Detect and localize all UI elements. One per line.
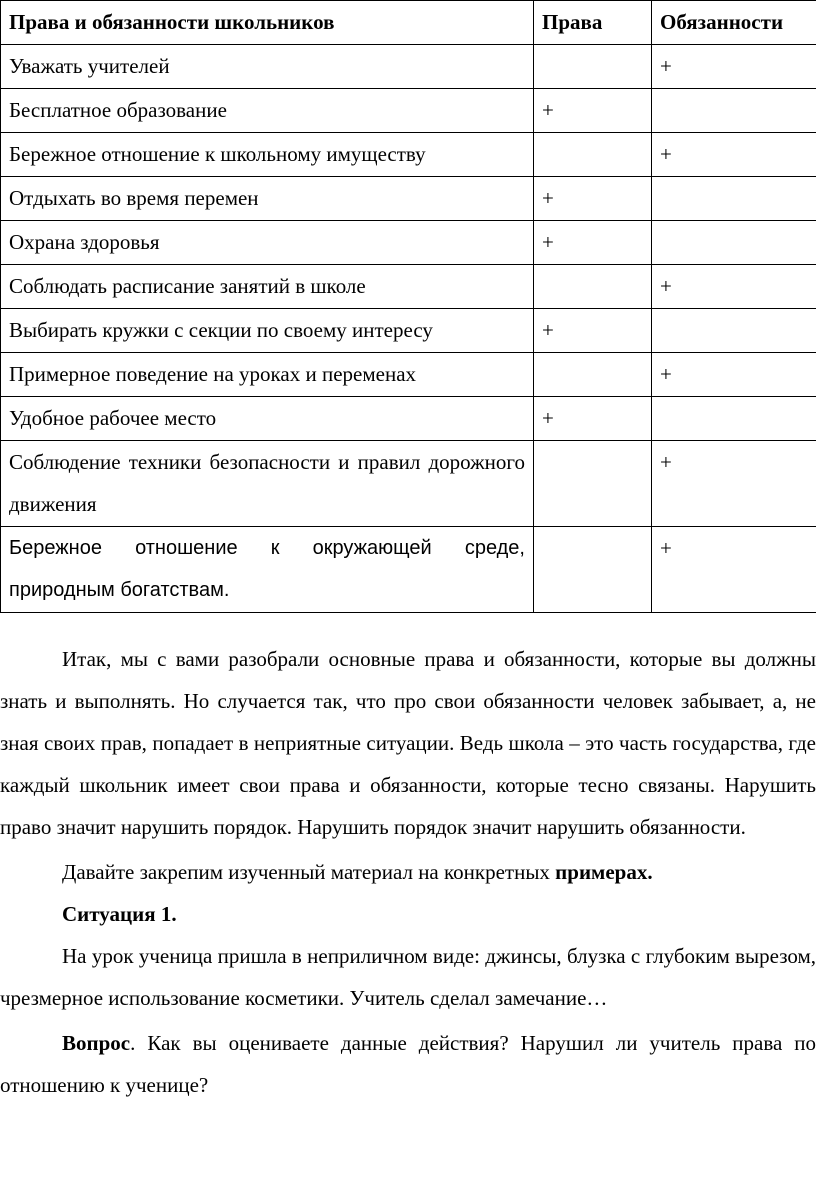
table-row [1, 397, 816, 441]
duties-mark: + [652, 265, 816, 309]
rights-mark: + [534, 177, 652, 221]
practice-bold: примерах. [555, 860, 653, 884]
row-label: Удобное рабочее место [1, 397, 534, 441]
rights-mark: + [534, 309, 652, 353]
duties-mark: + [652, 353, 816, 397]
header-duties: Обязанности [652, 1, 816, 45]
duties-mark [652, 221, 816, 265]
row-label: Охрана здоровья [1, 221, 534, 265]
table-row [1, 221, 816, 265]
duties-mark: + [652, 527, 816, 613]
row-label: Уважать учителей [1, 45, 534, 89]
question-paragraph [0, 1022, 816, 1106]
table-row [1, 89, 816, 133]
duties-mark [652, 89, 816, 133]
row-label: Отдыхать во время перемен [1, 177, 534, 221]
rights-mark [534, 45, 652, 89]
row-label: Бесплатное образование [1, 89, 534, 133]
table-row [1, 133, 816, 177]
duties-mark [652, 397, 816, 441]
row-label: Бережное отношение к окружающей среде, природным богатствам. [1, 527, 534, 613]
duties-mark: + [652, 133, 816, 177]
table-header-row [1, 1, 816, 45]
row-label: Соблюдать расписание занятий в школе [1, 265, 534, 309]
header-rights-and-duties: Права и обязанности школьников [1, 1, 534, 45]
situation-heading: Ситуация 1. [62, 902, 177, 926]
rights-mark [534, 133, 652, 177]
practice-paragraph [0, 851, 816, 893]
duties-mark: + [652, 45, 816, 89]
rights-mark [534, 527, 652, 613]
situation-paragraph: На урок ученица пришла в неприличном виде: джинсы, блузка с глубоким вырезом, чрезмерное использование косметики. Учитель сделал замечание… [0, 944, 816, 1010]
rights-mark [534, 353, 652, 397]
duties-mark [652, 309, 816, 353]
summary-paragraph: Итак, мы с вами разобрали основные права и обязанности, которые вы должны знать и выполнять. Но случается так, что про свои обязанности человек забывает, а, не зная своих прав, попадает в неприятные ситуации. Ведь школа – это часть государства, где каждый школьник имеет свои права и обязанности, которые тесно связаны. Нарушить право значит нарушить порядок. Нарушить порядок значит нарушить обязанности. [0, 647, 816, 839]
row-label: Примерное поведение на уроках и переменах [1, 353, 534, 397]
row-label: Бережное отношение к школьному имуществу [1, 133, 534, 177]
question-label: Вопрос [62, 1031, 131, 1055]
table-row [1, 353, 816, 397]
rights-mark: + [534, 221, 652, 265]
table-row [1, 527, 816, 613]
duties-mark: + [652, 441, 816, 527]
table-row [1, 177, 816, 221]
practice-text: Давайте закрепим изученный материал на конкретных [62, 860, 556, 884]
question-text: . Как вы оцениваете данные действия? Нарушил ли учитель права по отношению к ученице? [0, 1031, 816, 1097]
header-rights: Права [534, 1, 652, 45]
rights-mark [534, 441, 652, 527]
lesson-text [0, 638, 816, 1106]
table-row [1, 265, 816, 309]
duties-mark [652, 177, 816, 221]
row-label: Соблюдение техники безопасности и правил дорожного движения [1, 441, 534, 527]
table-row [1, 45, 816, 89]
table-row [1, 309, 816, 353]
rights-mark [534, 265, 652, 309]
table-row [1, 441, 816, 527]
rights-mark: + [534, 89, 652, 133]
rights-mark: + [534, 397, 652, 441]
row-label: Выбирать кружки с секции по своему интересу [1, 309, 534, 353]
